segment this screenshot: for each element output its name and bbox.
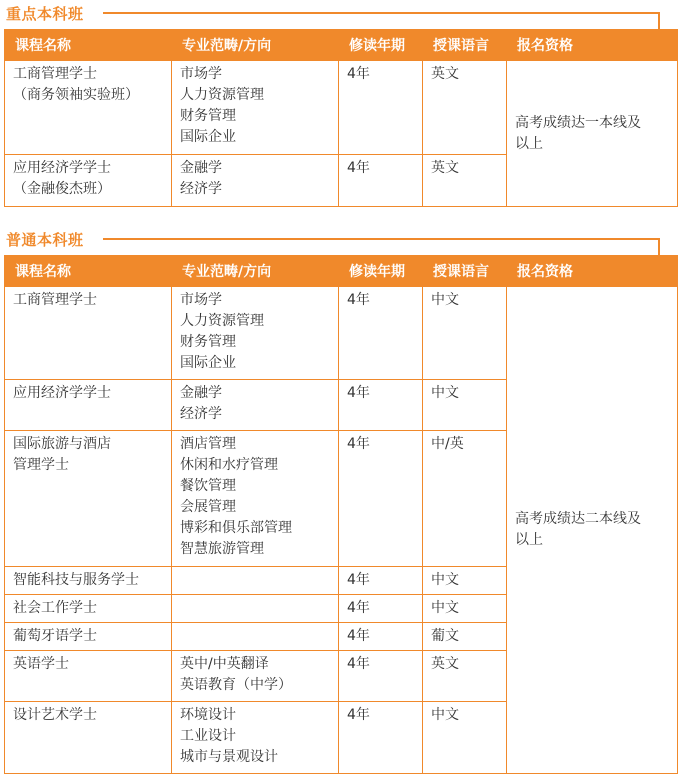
qualification-text: 高考成绩达二本线及 [515, 511, 641, 527]
course-name-cell [5, 567, 172, 595]
years-cell: 4年 [339, 287, 423, 380]
major-item: 英中/中英翻译 [180, 656, 269, 672]
header-language: 授课语言 [423, 29, 507, 61]
section-title-rule [103, 238, 660, 240]
course-name-cell [5, 61, 172, 155]
years-cell: 4年 [339, 651, 423, 702]
language-cell: 葡文 [423, 623, 507, 651]
course-name-sub: （金融俊杰班） [13, 181, 111, 197]
years-cell: 4年 [339, 595, 423, 623]
major-item: 休闲和水疗管理 [180, 457, 278, 473]
major-item: 工业设计 [180, 728, 236, 744]
majors-cell [172, 431, 339, 567]
course-name-cell [5, 155, 172, 207]
major-item: 英语教育（中学） [180, 677, 292, 693]
majors-cell [172, 702, 339, 774]
language-cell: 中文 [423, 380, 507, 431]
major-item: 博彩和俱乐部管理 [180, 520, 292, 536]
language-cell: 英文 [423, 61, 507, 155]
qualification-text: 以上 [515, 532, 543, 548]
course-name-cell [5, 623, 172, 651]
years-cell: 4年 [339, 567, 423, 595]
major-item: 市场学 [180, 66, 222, 82]
course-name-cell [5, 431, 172, 567]
language-cell: 中/英 [423, 431, 507, 567]
course-name: 应用经济学学士 [13, 385, 111, 401]
years-cell: 4年 [339, 702, 423, 774]
qualification-text: 以上 [515, 135, 543, 152]
course-name-cell [5, 595, 172, 623]
course-name: 智能科技与服务学士 [13, 572, 139, 588]
table-row [5, 61, 678, 155]
header-course-name: 课程名称 [5, 255, 172, 287]
header-qualification: 报名资格 [507, 255, 678, 287]
key-program-table [4, 29, 678, 207]
section-title-rule-end [658, 238, 660, 256]
majors-cell [172, 567, 339, 595]
major-item: 国际企业 [180, 355, 236, 371]
course-name: 应用经济学学士 [13, 160, 111, 176]
major-item: 会展管理 [180, 499, 236, 515]
major-item: 人力资源管理 [180, 313, 264, 329]
section-title: 普通本科班 [6, 231, 84, 249]
language-cell: 中文 [423, 287, 507, 380]
major-item: 金融学 [180, 160, 222, 176]
header-years: 修读年期 [339, 255, 423, 287]
majors-cell [172, 595, 339, 623]
course-name-sub: 管理学士 [13, 457, 69, 473]
course-name-sub: （商务领袖实验班） [13, 87, 139, 103]
course-name: 葡萄牙语学士 [13, 628, 97, 644]
course-name: 工商管理学士 [13, 292, 97, 308]
header-major: 专业范畴/方向 [172, 29, 339, 61]
major-item: 国际企业 [180, 129, 236, 145]
course-name: 英语学士 [13, 656, 69, 672]
course-name: 工商管理学士 [13, 66, 97, 82]
years-cell: 4年 [339, 623, 423, 651]
years-cell: 4年 [339, 431, 423, 567]
major-item: 经济学 [180, 406, 222, 422]
majors-cell [172, 287, 339, 380]
major-item: 酒店管理 [180, 436, 236, 452]
years-cell: 4年 [339, 380, 423, 431]
language-cell: 英文 [423, 651, 507, 702]
section-title-rule-end [658, 12, 660, 30]
majors-cell [172, 61, 339, 155]
header-qualification: 报名资格 [507, 29, 678, 61]
course-name-cell [5, 651, 172, 702]
major-item: 经济学 [180, 181, 222, 197]
header-years: 修读年期 [339, 29, 423, 61]
major-item: 餐饮管理 [180, 478, 236, 494]
qualification-cell [507, 61, 678, 207]
header-major: 专业范畴/方向 [172, 255, 339, 287]
table-row [5, 287, 678, 380]
major-item: 财务管理 [180, 334, 236, 350]
major-item: 人力资源管理 [180, 87, 264, 103]
language-cell: 中文 [423, 567, 507, 595]
section-title-rule [103, 12, 660, 14]
language-cell: 中文 [423, 702, 507, 774]
qualification-cell [507, 287, 678, 774]
majors-cell [172, 623, 339, 651]
course-name: 设计艺术学士 [13, 707, 97, 723]
years-cell: 4年 [339, 61, 423, 155]
header-course-name: 课程名称 [5, 29, 172, 61]
table-header-row [5, 255, 678, 287]
major-item: 智慧旅游管理 [180, 541, 264, 557]
qualification-text: 高考成绩达一本线及 [515, 114, 641, 131]
course-name-cell [5, 287, 172, 380]
course-name-cell [5, 702, 172, 774]
years-cell: 4年 [339, 155, 423, 207]
table-header-row [5, 29, 678, 61]
course-name: 社会工作学士 [13, 600, 97, 616]
language-cell: 英文 [423, 155, 507, 207]
course-name: 国际旅游与酒店 [13, 436, 111, 452]
major-item: 环境设计 [180, 707, 236, 723]
majors-cell [172, 651, 339, 702]
course-name-cell [5, 380, 172, 431]
majors-cell [172, 380, 339, 431]
majors-cell [172, 155, 339, 207]
regular-program-table [4, 255, 678, 774]
major-item: 金融学 [180, 385, 222, 401]
major-item: 市场学 [180, 292, 222, 308]
section-title: 重点本科班 [6, 5, 84, 23]
language-cell: 中文 [423, 595, 507, 623]
header-language: 授课语言 [423, 255, 507, 287]
major-item: 财务管理 [180, 108, 236, 124]
major-item: 城市与景观设计 [180, 749, 278, 765]
